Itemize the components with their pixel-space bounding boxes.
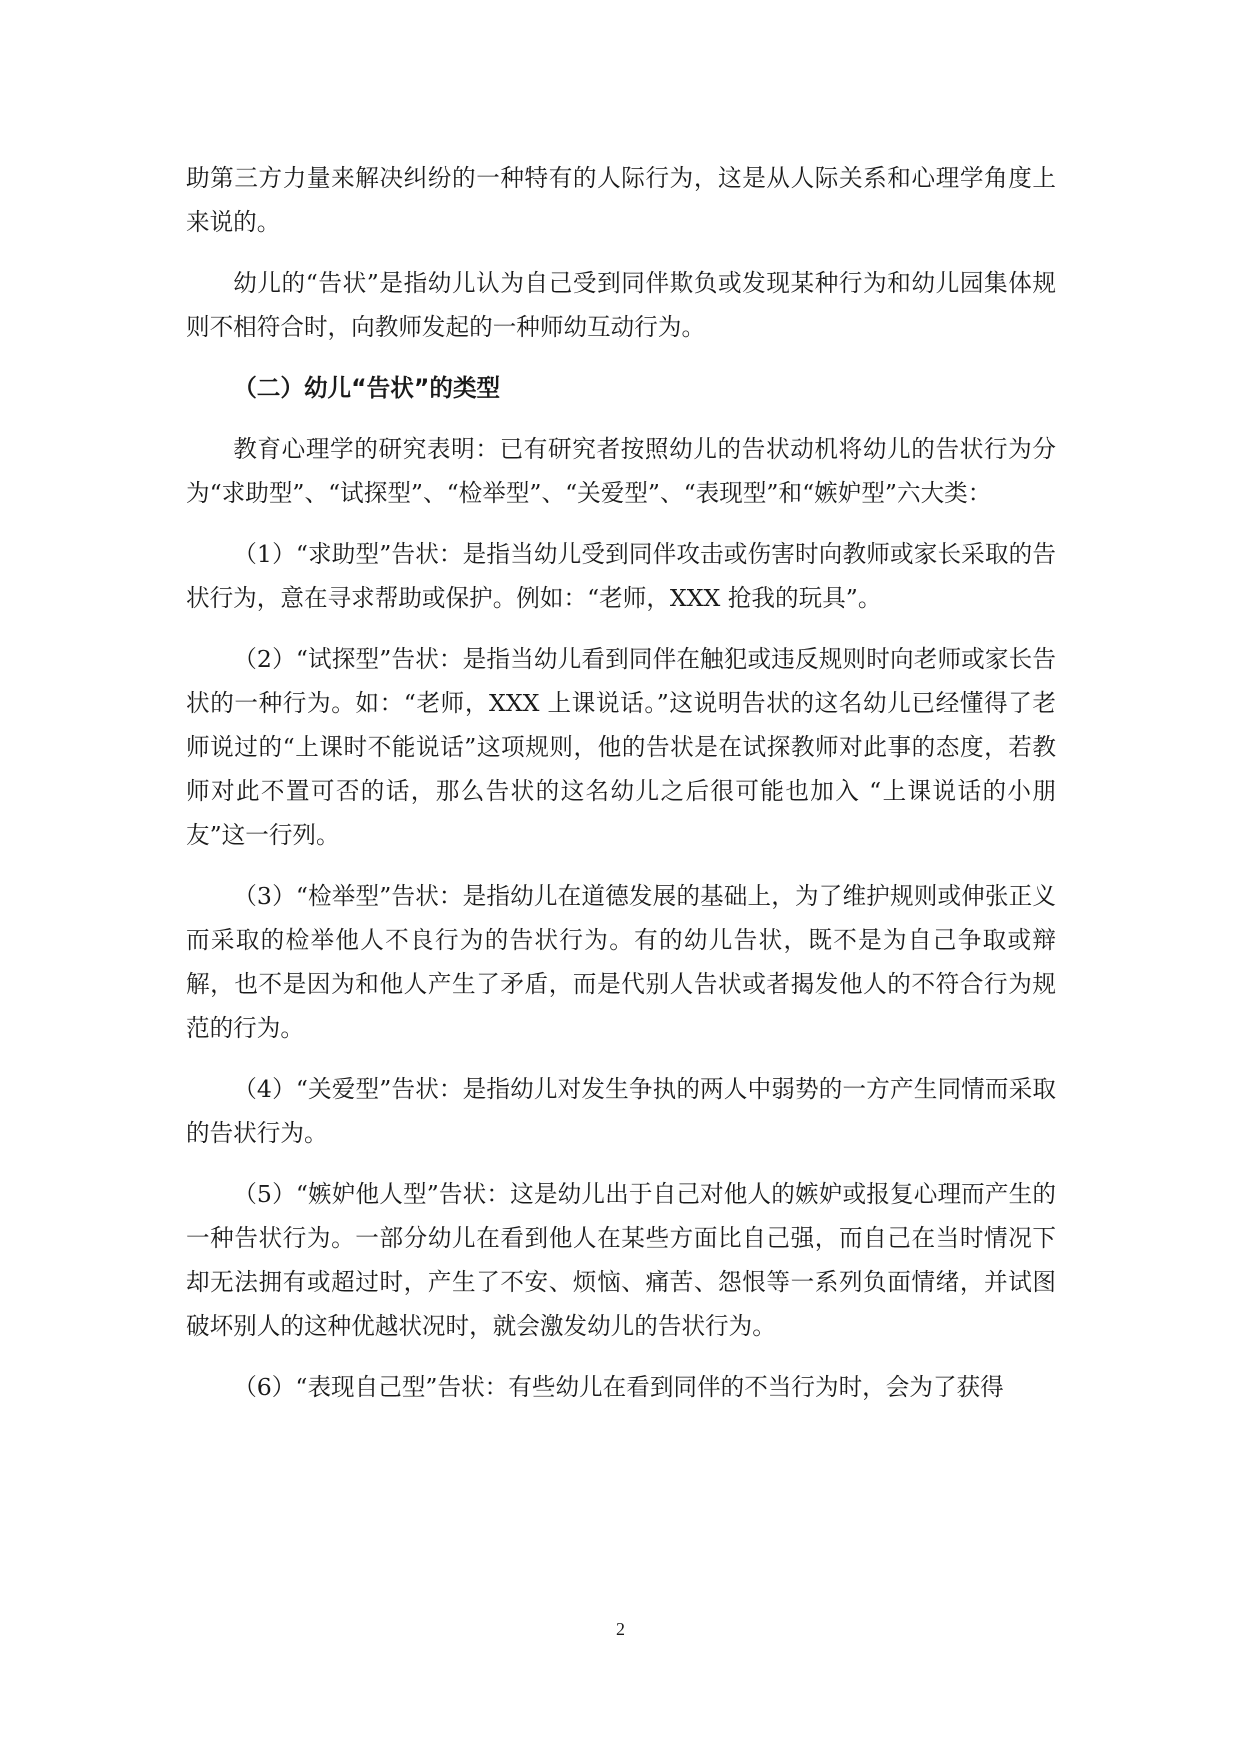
list-item-reporting: （3）“检举型”告状：是指幼儿在道德发展的基础上，为了维护规则或伸张正义而采取的检举他人不良行为的告状行为。有的幼儿告状，既不是为自己争取或辩解，也不是因为和他人产生了矛盾，而是代别人告状或者揭发他人的不符合行为规范的行为。 xyxy=(186,882,1056,1042)
section-heading: （二）幼儿“告状”的类型 xyxy=(233,374,501,402)
list-item-self-display: （6）“表现自己型”告状：有些幼儿在看到同伴的不当行为时，会为了获得 xyxy=(233,1373,1004,1401)
page-content xyxy=(186,156,1056,1409)
list-item-help-seeking: （1）“求助型”告状：是指当幼儿受到同伴攻击或伤害时向教师或家长采取的告状行为，意在寻求帮助或保护。例如：“老师，XXX 抢我的玩具”。 xyxy=(186,540,1056,612)
paragraph-definition: 幼儿的“告状”是指幼儿认为自己受到同伴欺负或发现某种行为和幼儿园集体规则不相符合时，向教师发起的一种师幼互动行为。 xyxy=(186,269,1056,341)
paragraph-intro: 教育心理学的研究表明：已有研究者按照幼儿的告状动机将幼儿的告状行为分为“求助型”、“试探型”、“检举型”、“关爱型”、“表现型”和“嫉妒型”六大类： xyxy=(186,435,1056,507)
page-number: 2 xyxy=(616,1619,625,1639)
list-item-probing: （2）“试探型”告状：是指当幼儿看到同伴在触犯或违反规则时向老师或家长告状的一种行为。如：“老师，XXX 上课说话。”这说明告状的这名幼儿已经懂得了老师说过的“上课时不能说话”这项规则，他的告状是在试探教师对此事的态度，若教师对此不置可否的话，那么告状的这名幼儿之后很可能也加入 “上课说话的小朋友”这一行列。 xyxy=(186,645,1056,849)
paragraph-continuation: 助第三方力量来解决纠纷的一种特有的人际行为，这是从人际关系和心理学角度上来说的。 xyxy=(186,164,1056,236)
list-item-jealousy: （5）“嫉妒他人型”告状：这是幼儿出于自己对他人的嫉妒或报复心理而产生的一种告状行为。一部分幼儿在看到他人在某些方面比自己强，而自己在当时情况下却无法拥有或超过时，产生了不安、烦恼、痛苦、怨恨等一系列负面情绪，并试图破坏别人的这种优越状况时，就会激发幼儿的告状行为。 xyxy=(186,1180,1056,1340)
list-item-caring: （4）“关爱型”告状：是指幼儿对发生争执的两人中弱势的一方产生同情而采取的告状行为。 xyxy=(186,1075,1056,1147)
